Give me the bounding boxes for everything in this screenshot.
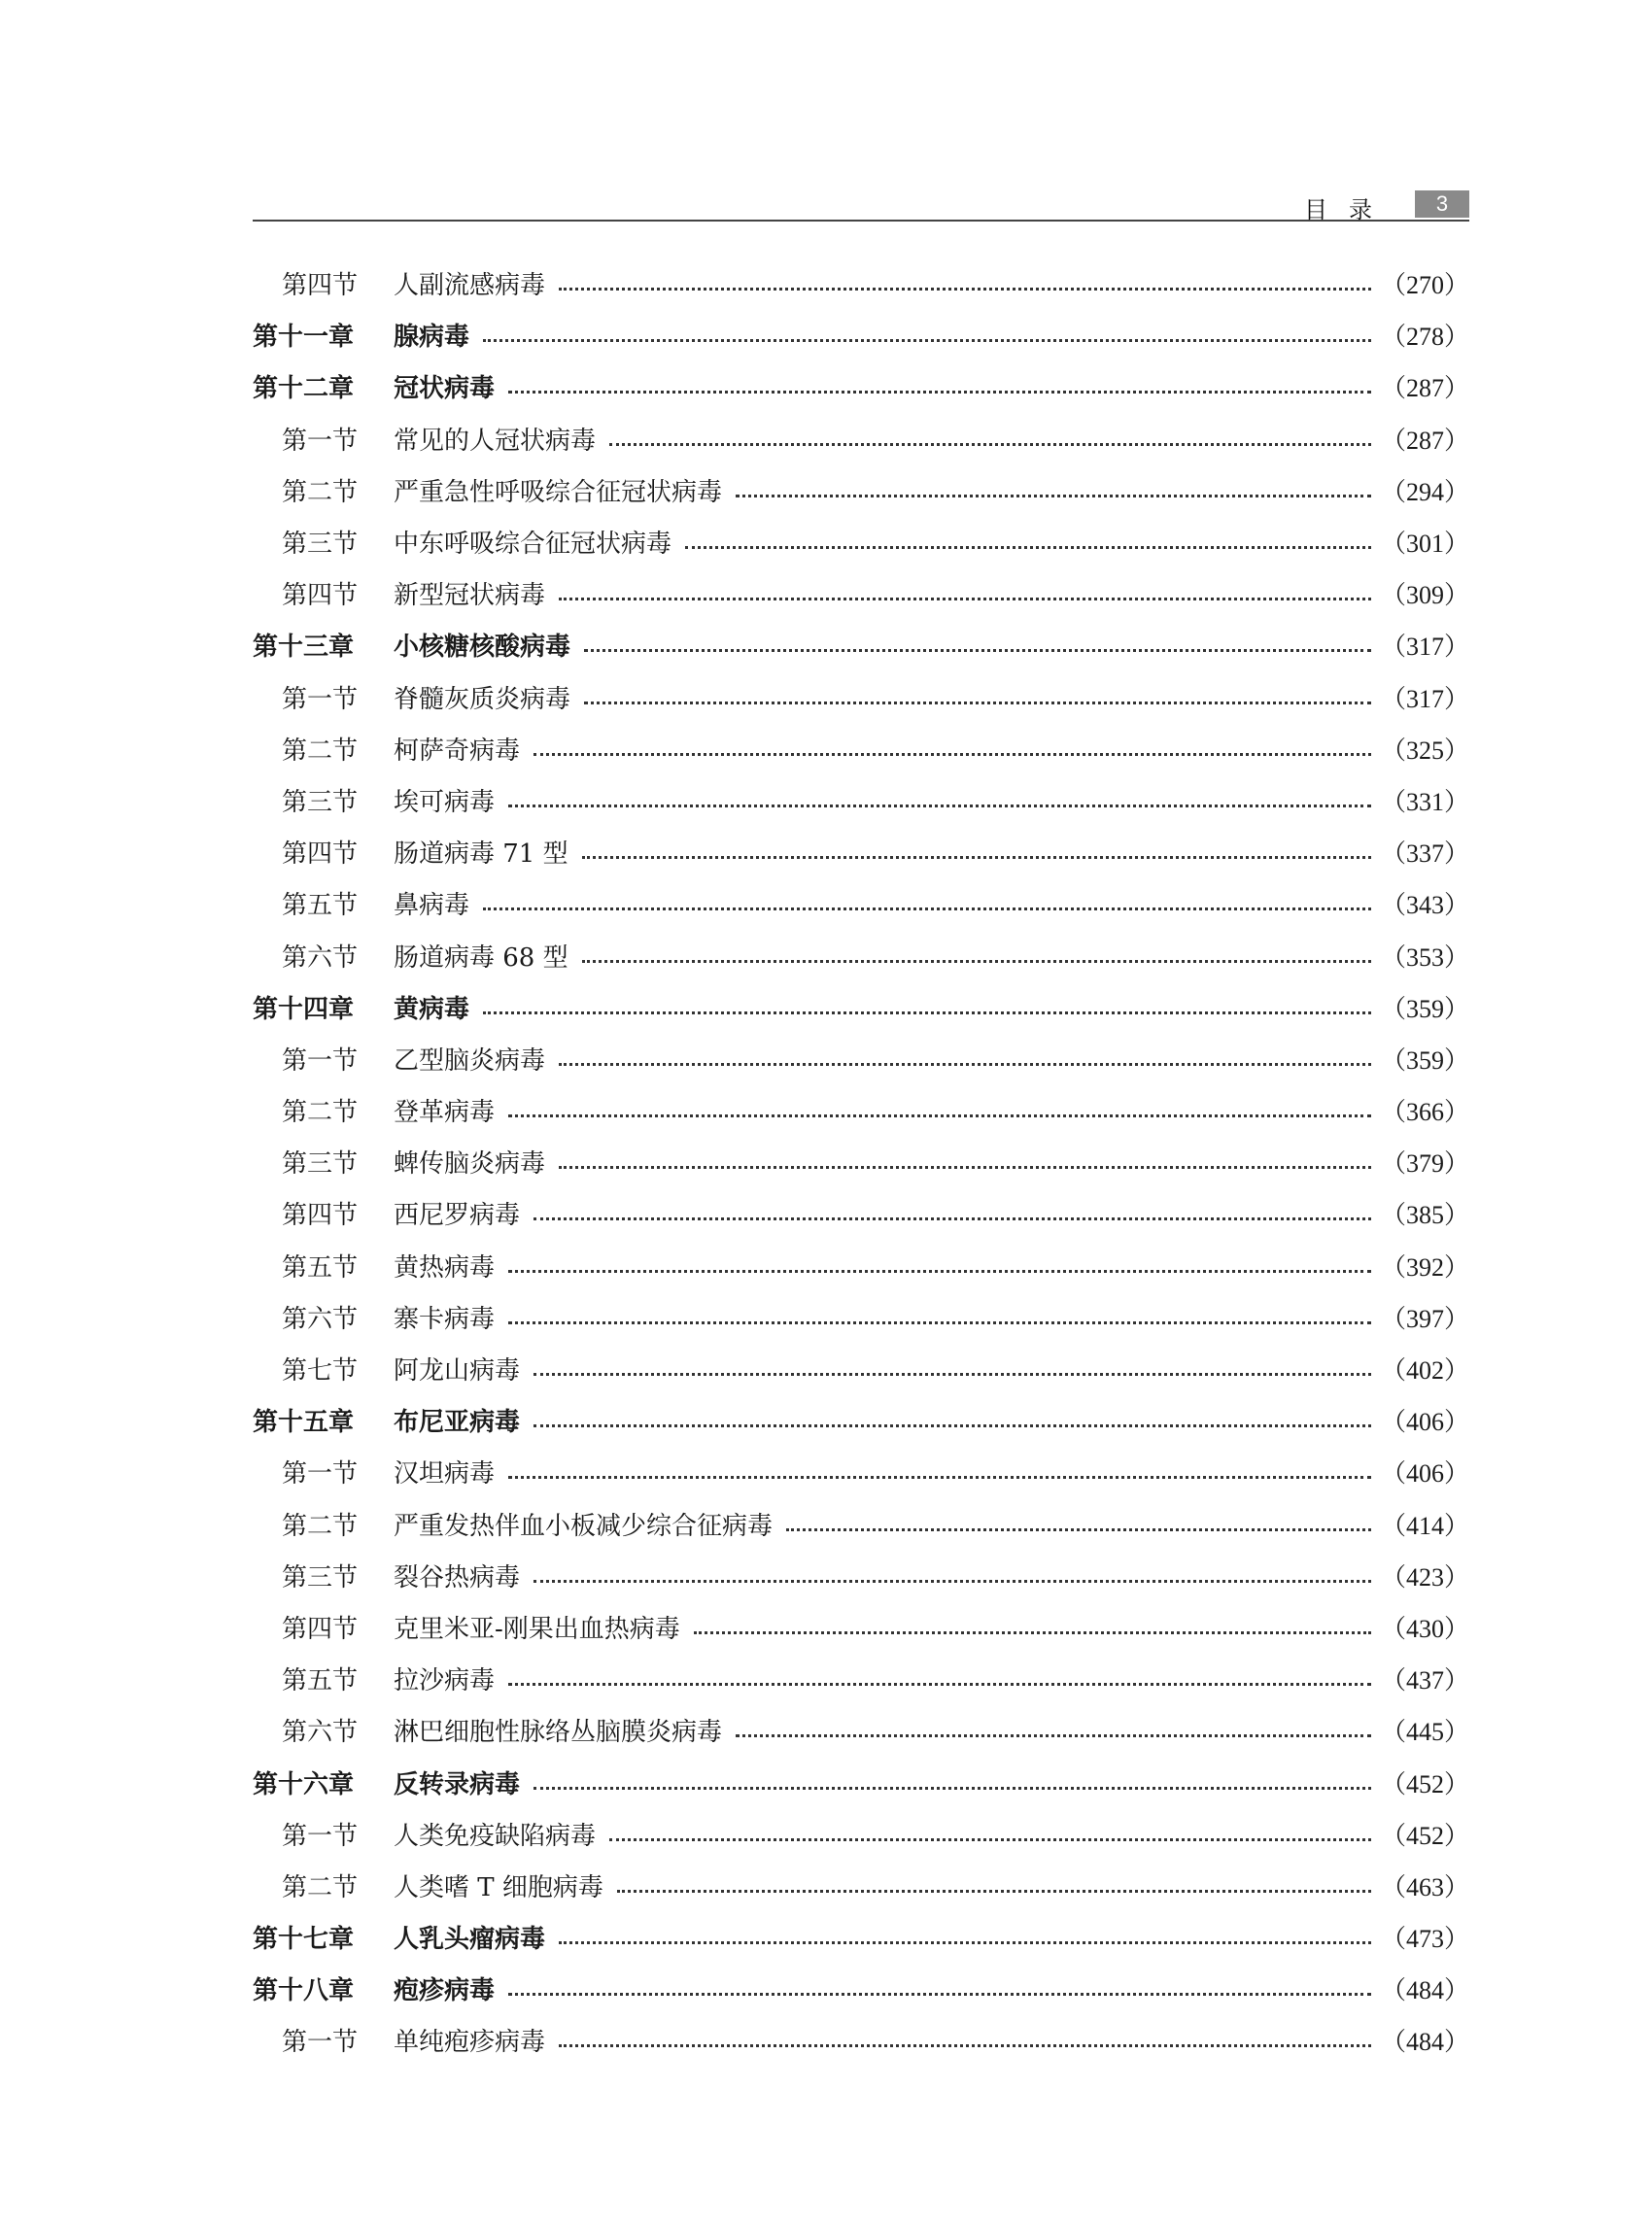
toc-entry-number: 第一节 xyxy=(282,1045,359,1076)
toc-entry-page: （385） xyxy=(1380,1201,1469,1230)
toc-entry-title: 反转录病毒 xyxy=(394,1769,521,1799)
toc-entry-title: 人乳头瘤病毒 xyxy=(394,1925,546,1955)
dot-leader xyxy=(559,288,1371,291)
dot-leader xyxy=(609,443,1371,446)
toc-chapter-row[interactable] xyxy=(253,309,1469,360)
dot-leader xyxy=(559,598,1371,600)
toc-entry-page: （445） xyxy=(1380,1718,1469,1747)
toc-entry-page: （359） xyxy=(1380,994,1469,1023)
dot-leader xyxy=(533,1424,1371,1427)
toc-entry-title: 裂谷热病毒 xyxy=(394,1562,521,1592)
dot-leader xyxy=(508,1270,1371,1273)
toc-entry-title: 汉坦病毒 xyxy=(394,1459,496,1490)
dot-leader xyxy=(533,1787,1371,1790)
toc-entry-title: 登革病毒 xyxy=(394,1098,496,1128)
dot-leader xyxy=(786,1528,1371,1531)
toc-entry-number: 第三节 xyxy=(282,1562,359,1592)
dot-leader xyxy=(584,702,1371,704)
toc-entry-title: 人类嗜 T 细胞病毒 xyxy=(394,1872,603,1902)
toc-entry-page: （353） xyxy=(1380,942,1469,972)
toc-entry-title: 柯萨奇病毒 xyxy=(394,736,521,766)
toc-entry-page: （397） xyxy=(1380,1304,1469,1333)
toc-entry-title: 冠状病毒 xyxy=(394,374,496,404)
toc-entry-page: （294） xyxy=(1380,477,1469,506)
toc-section-row[interactable] xyxy=(253,1136,1469,1187)
toc-section-row[interactable] xyxy=(253,929,1469,980)
toc-entry-title: 肠道病毒 68 型 xyxy=(394,942,568,973)
page-number-badge: 3 xyxy=(1415,190,1469,218)
toc-entry-number: 第三节 xyxy=(282,787,359,817)
dot-leader xyxy=(582,856,1371,859)
toc-section-row[interactable] xyxy=(253,671,1469,723)
toc-section-row[interactable] xyxy=(253,1187,1469,1239)
dot-leader xyxy=(483,339,1371,342)
toc-entry-page: （317） xyxy=(1380,633,1469,662)
dot-leader xyxy=(617,1890,1371,1893)
toc-entry-number: 第三节 xyxy=(282,530,359,560)
toc-entry-title: 中东呼吸综合征冠状病毒 xyxy=(394,530,672,560)
toc-section-row[interactable] xyxy=(253,1601,1469,1653)
toc-entry-title: 常见的人冠状病毒 xyxy=(394,426,597,456)
toc-entry-title: 脊髓灰质炎病毒 xyxy=(394,684,571,714)
toc-entry-number: 第二节 xyxy=(282,1872,359,1902)
toc-section-row[interactable] xyxy=(253,516,1469,567)
dot-leader xyxy=(508,1114,1371,1117)
toc-entry-page: （379） xyxy=(1380,1149,1469,1179)
toc-entry-number: 第四节 xyxy=(282,1201,359,1231)
dot-leader xyxy=(736,1734,1371,1737)
toc-section-row[interactable] xyxy=(253,1291,1469,1343)
toc-chapter-row[interactable] xyxy=(253,981,1469,1033)
dot-leader xyxy=(508,1321,1371,1324)
toc-chapter-row[interactable] xyxy=(253,360,1469,412)
toc-entry-page: （484） xyxy=(1380,2028,1469,2057)
toc-entry-title: 腺病毒 xyxy=(394,323,470,353)
toc-entry-title: 淋巴细胞性脉络丛脑膜炎病毒 xyxy=(394,1718,723,1748)
toc-entry-title: 乙型脑炎病毒 xyxy=(394,1045,546,1076)
toc-entry-page: （423） xyxy=(1380,1562,1469,1592)
toc-entry-page: （484） xyxy=(1380,1976,1469,2005)
dot-leader xyxy=(559,1166,1371,1169)
toc-entry-page: （414） xyxy=(1380,1511,1469,1540)
dot-leader xyxy=(533,1373,1371,1376)
dot-leader xyxy=(508,1476,1371,1479)
toc-entry-page: （309） xyxy=(1380,581,1469,610)
toc-section-row[interactable] xyxy=(253,1084,1469,1136)
toc-entry-number: 第十八章 xyxy=(253,1976,355,2006)
toc-section-row[interactable] xyxy=(253,877,1469,929)
toc-entry-number: 第三节 xyxy=(282,1149,359,1180)
toc-entry-number: 第二节 xyxy=(282,736,359,766)
toc-entry-title: 布尼亚病毒 xyxy=(394,1408,521,1438)
toc-section-row[interactable] xyxy=(253,2014,1469,2066)
toc-entry-number: 第一节 xyxy=(282,684,359,714)
toc-entry-page: （343） xyxy=(1380,891,1469,920)
dot-leader xyxy=(694,1631,1371,1634)
toc-section-row[interactable] xyxy=(253,774,1469,826)
toc-entry-page: （337） xyxy=(1380,839,1469,869)
toc-entry-title: 严重急性呼吸综合征冠状病毒 xyxy=(394,477,723,507)
toc-section-row[interactable] xyxy=(253,1498,1469,1550)
toc-entry-title: 克里米亚-刚果出血热病毒 xyxy=(394,1614,680,1644)
toc-section-row[interactable] xyxy=(253,723,1469,774)
toc-entry-page: （402） xyxy=(1380,1356,1469,1386)
toc-chapter-row[interactable] xyxy=(253,619,1469,670)
toc-entry-title: 小核糖核酸病毒 xyxy=(394,633,571,663)
toc-chapter-row[interactable] xyxy=(253,1963,1469,2014)
toc-entry-title: 阿龙山病毒 xyxy=(394,1356,521,1387)
toc-chapter-row[interactable] xyxy=(253,1394,1469,1446)
dot-leader xyxy=(508,1683,1371,1686)
toc-section-row[interactable] xyxy=(253,1033,1469,1084)
toc-entry-number: 第六节 xyxy=(282,1718,359,1748)
dot-leader xyxy=(736,495,1371,497)
toc-entry-title: 黄病毒 xyxy=(394,994,470,1024)
toc-entry-number: 第十二章 xyxy=(253,374,355,404)
toc-entry-page: （452） xyxy=(1380,1769,1469,1798)
toc-entry-title: 黄热病毒 xyxy=(394,1252,496,1283)
toc-entry-title: 人副流感病毒 xyxy=(394,271,546,301)
toc-entry-page: （406） xyxy=(1380,1408,1469,1437)
toc-entry-title: 鼻病毒 xyxy=(394,891,470,921)
toc-entry-number: 第一节 xyxy=(282,1821,359,1851)
toc-entry-number: 第四节 xyxy=(282,581,359,611)
running-header xyxy=(253,190,1469,222)
toc-entry-number: 第四节 xyxy=(282,839,359,870)
toc-entry-number: 第二节 xyxy=(282,1098,359,1128)
toc-entry-title: 人类免疫缺陷病毒 xyxy=(394,1821,597,1851)
toc-entry-number: 第十三章 xyxy=(253,633,355,663)
toc-section-row[interactable] xyxy=(253,567,1469,619)
dot-leader xyxy=(508,391,1371,394)
dot-leader xyxy=(508,1993,1371,1996)
toc-entry-page: （406） xyxy=(1380,1459,1469,1489)
toc-entry-number: 第一节 xyxy=(282,1459,359,1490)
toc-entry-number: 第二节 xyxy=(282,1511,359,1541)
toc-entry-title: 单纯疱疹病毒 xyxy=(394,2028,546,2058)
toc-section-row[interactable] xyxy=(253,1653,1469,1704)
toc-entry-page: （452） xyxy=(1380,1821,1469,1850)
dot-leader xyxy=(508,805,1371,807)
toc-entry-page: （473） xyxy=(1380,1925,1469,1954)
toc-entry-title: 埃可病毒 xyxy=(394,787,496,817)
toc-entry-number: 第四节 xyxy=(282,271,359,301)
dot-leader xyxy=(533,753,1371,756)
toc-entry-page: （392） xyxy=(1380,1252,1469,1282)
toc-entry-page: （430） xyxy=(1380,1614,1469,1643)
toc-section-row[interactable] xyxy=(253,1550,1469,1601)
toc-section-row[interactable] xyxy=(253,1860,1469,1911)
toc-entry-title: 西尼罗病毒 xyxy=(394,1201,521,1231)
toc-section-row[interactable] xyxy=(253,1240,1469,1291)
toc-section-row[interactable] xyxy=(253,826,1469,877)
dot-leader xyxy=(559,1941,1371,1944)
toc-entry-title: 疱疹病毒 xyxy=(394,1976,496,2006)
toc-entry-page: （331） xyxy=(1380,787,1469,816)
toc-entry-title: 严重发热伴血小板减少综合征病毒 xyxy=(394,1511,774,1541)
toc-entry-number: 第六节 xyxy=(282,942,359,973)
dot-leader xyxy=(559,2044,1371,2047)
table-of-contents xyxy=(253,257,1469,2067)
toc-entry-number: 第四节 xyxy=(282,1614,359,1644)
toc-entry-number: 第十五章 xyxy=(253,1408,355,1438)
toc-entry-number: 第十六章 xyxy=(253,1769,355,1799)
toc-entry-title: 拉沙病毒 xyxy=(394,1666,496,1696)
toc-entry-page: （437） xyxy=(1380,1666,1469,1695)
toc-entry-page: （366） xyxy=(1380,1098,1469,1127)
toc-section-row[interactable] xyxy=(253,413,1469,464)
toc-entry-number: 第十四章 xyxy=(253,994,355,1024)
dot-leader xyxy=(584,649,1371,652)
toc-entry-page: （463） xyxy=(1380,1872,1469,1901)
toc-entry-title: 新型冠状病毒 xyxy=(394,581,546,611)
toc-entry-number: 第一节 xyxy=(282,2028,359,2058)
dot-leader xyxy=(533,1217,1371,1220)
dot-leader xyxy=(483,1011,1371,1014)
dot-leader xyxy=(685,546,1371,549)
toc-entry-number: 第二节 xyxy=(282,477,359,507)
toc-section-row[interactable] xyxy=(253,464,1469,516)
toc-entry-page: （270） xyxy=(1380,271,1469,300)
toc-section-row[interactable] xyxy=(253,257,1469,309)
toc-section-row[interactable] xyxy=(253,1343,1469,1394)
header-title: 目录 xyxy=(1304,196,1394,223)
toc-entry-number: 第一节 xyxy=(282,426,359,456)
toc-entry-page: （325） xyxy=(1380,736,1469,765)
toc-entry-number: 第七节 xyxy=(282,1356,359,1387)
dot-leader xyxy=(582,960,1371,963)
toc-entry-number: 第十一章 xyxy=(253,323,355,353)
toc-entry-title: 蜱传脑炎病毒 xyxy=(394,1149,546,1180)
dot-leader xyxy=(483,908,1371,910)
dot-leader xyxy=(559,1063,1371,1066)
toc-section-row[interactable] xyxy=(253,1808,1469,1860)
toc-section-row[interactable] xyxy=(253,1446,1469,1497)
toc-section-row[interactable] xyxy=(253,1704,1469,1756)
toc-chapter-row[interactable] xyxy=(253,1911,1469,1963)
toc-entry-title: 寨卡病毒 xyxy=(394,1304,496,1334)
toc-entry-title: 肠道病毒 71 型 xyxy=(394,839,568,870)
toc-entry-number: 第五节 xyxy=(282,1252,359,1283)
toc-entry-page: （278） xyxy=(1380,323,1469,352)
toc-entry-page: （287） xyxy=(1380,426,1469,455)
dot-leader xyxy=(609,1838,1371,1841)
toc-entry-page: （287） xyxy=(1380,374,1469,403)
toc-entry-page: （359） xyxy=(1380,1045,1469,1075)
toc-chapter-row[interactable] xyxy=(253,1756,1469,1807)
toc-entry-number: 第五节 xyxy=(282,1666,359,1696)
toc-entry-number: 第五节 xyxy=(282,891,359,921)
toc-entry-page: （317） xyxy=(1380,684,1469,713)
toc-entry-page: （301） xyxy=(1380,530,1469,559)
dot-leader xyxy=(533,1580,1371,1583)
toc-entry-number: 第六节 xyxy=(282,1304,359,1334)
toc-entry-number: 第十七章 xyxy=(253,1925,355,1955)
